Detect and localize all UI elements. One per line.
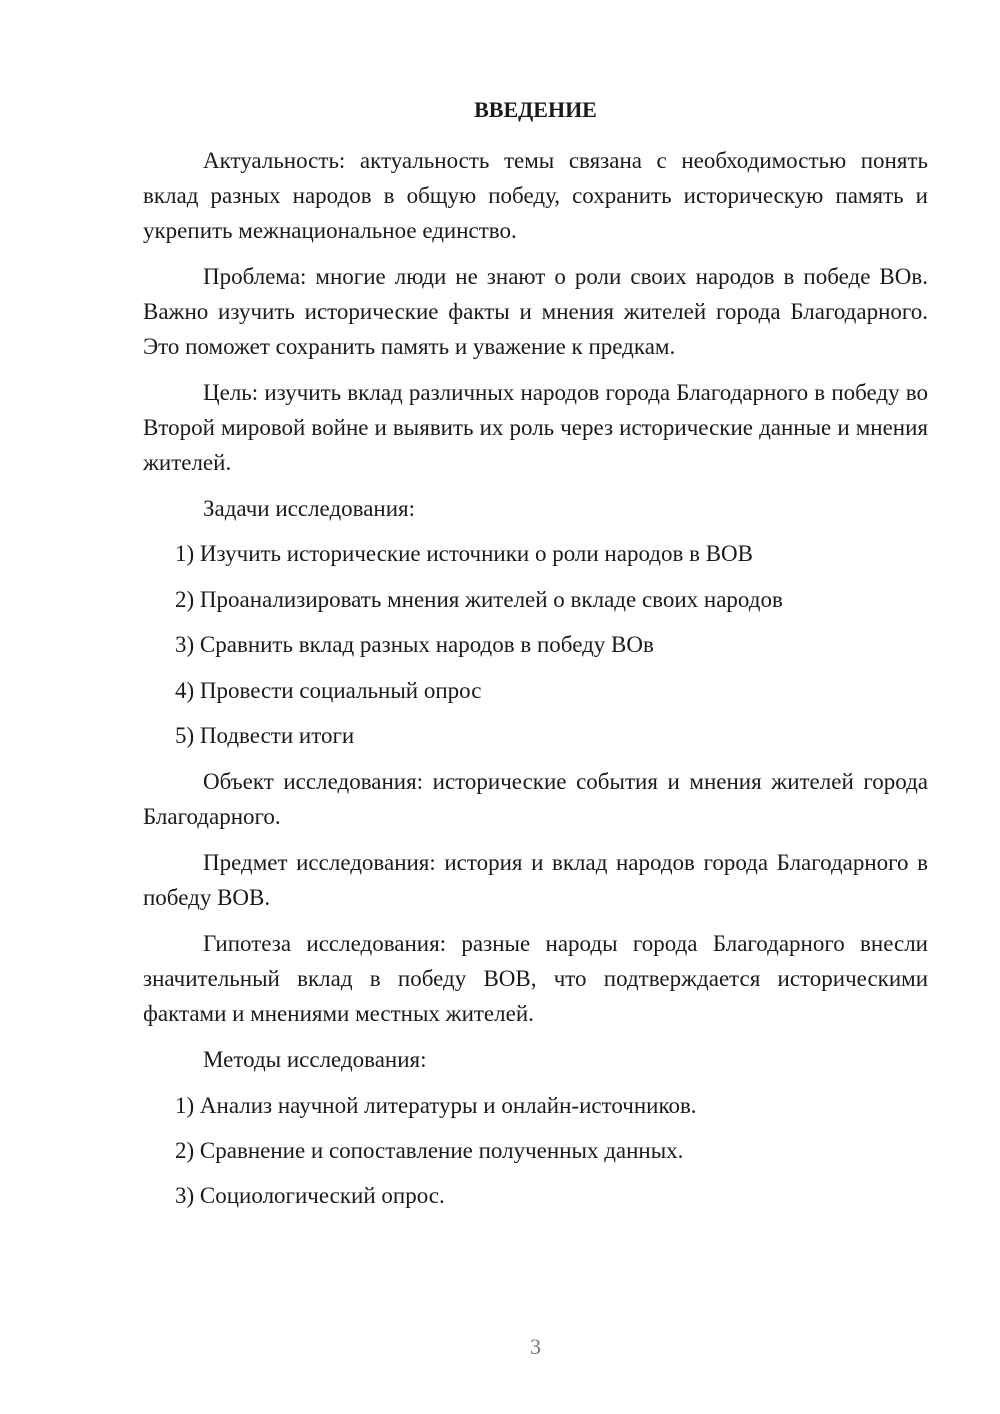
object-paragraph: Объект исследования: исторические события и мнения жителей города Благодарного. bbox=[143, 769, 928, 829]
methods-heading: Методы исследования: bbox=[203, 1047, 427, 1072]
method-item-2: 2) Сравнение и сопоставление полученных данных. bbox=[175, 1138, 684, 1163]
method-item-1: 1) Анализ научной литературы и онлайн-источников. bbox=[175, 1093, 697, 1118]
page-number: 3 bbox=[530, 1334, 541, 1359]
task-item-4: 4) Провести социальный опрос bbox=[175, 678, 482, 703]
subject-paragraph: Предмет исследования: история и вклад народов города Благодарного в победу ВОВ. bbox=[143, 850, 928, 910]
document-page bbox=[143, 0, 928, 1414]
problem-paragraph: Проблема: многие люди не знают о роли своих народов в победе ВОв. Важно изучить исторические факты и мнения жителей города Благодарного. Это поможет сохранить память и уважение к предкам. bbox=[143, 264, 928, 359]
goal-paragraph: Цель: изучить вклад различных народов города Благодарного в победу во Второй мировой войне и выявить их роль через исторические данные и мнения жителей. bbox=[143, 380, 928, 475]
hypothesis-paragraph: Гипотеза исследования: разные народы города Благодарного внесли значительный вклад в победу ВОВ, что подтверждается историческими фактами и мнениями местных жителей. bbox=[143, 931, 928, 1026]
relevance-paragraph: Актуальность: актуальность темы связана с необходимостью понять вклад разных народов в общую победу, сохранить историческую память и укрепить межнациональное единство. bbox=[143, 148, 928, 243]
tasks-heading: Задачи исследования: bbox=[203, 496, 416, 521]
task-item-2: 2) Проанализировать мнения жителей о вкладе своих народов bbox=[175, 587, 783, 612]
method-item-3: 3) Социологический опрос. bbox=[175, 1183, 445, 1208]
task-item-3: 3) Сравнить вклад разных народов в победу ВОв bbox=[175, 632, 654, 657]
section-title: ВВЕДЕНИЕ bbox=[474, 97, 597, 122]
task-item-1: 1) Изучить исторические источники о роли народов в ВОВ bbox=[175, 541, 753, 566]
task-item-5: 5) Подвести итоги bbox=[175, 723, 355, 748]
